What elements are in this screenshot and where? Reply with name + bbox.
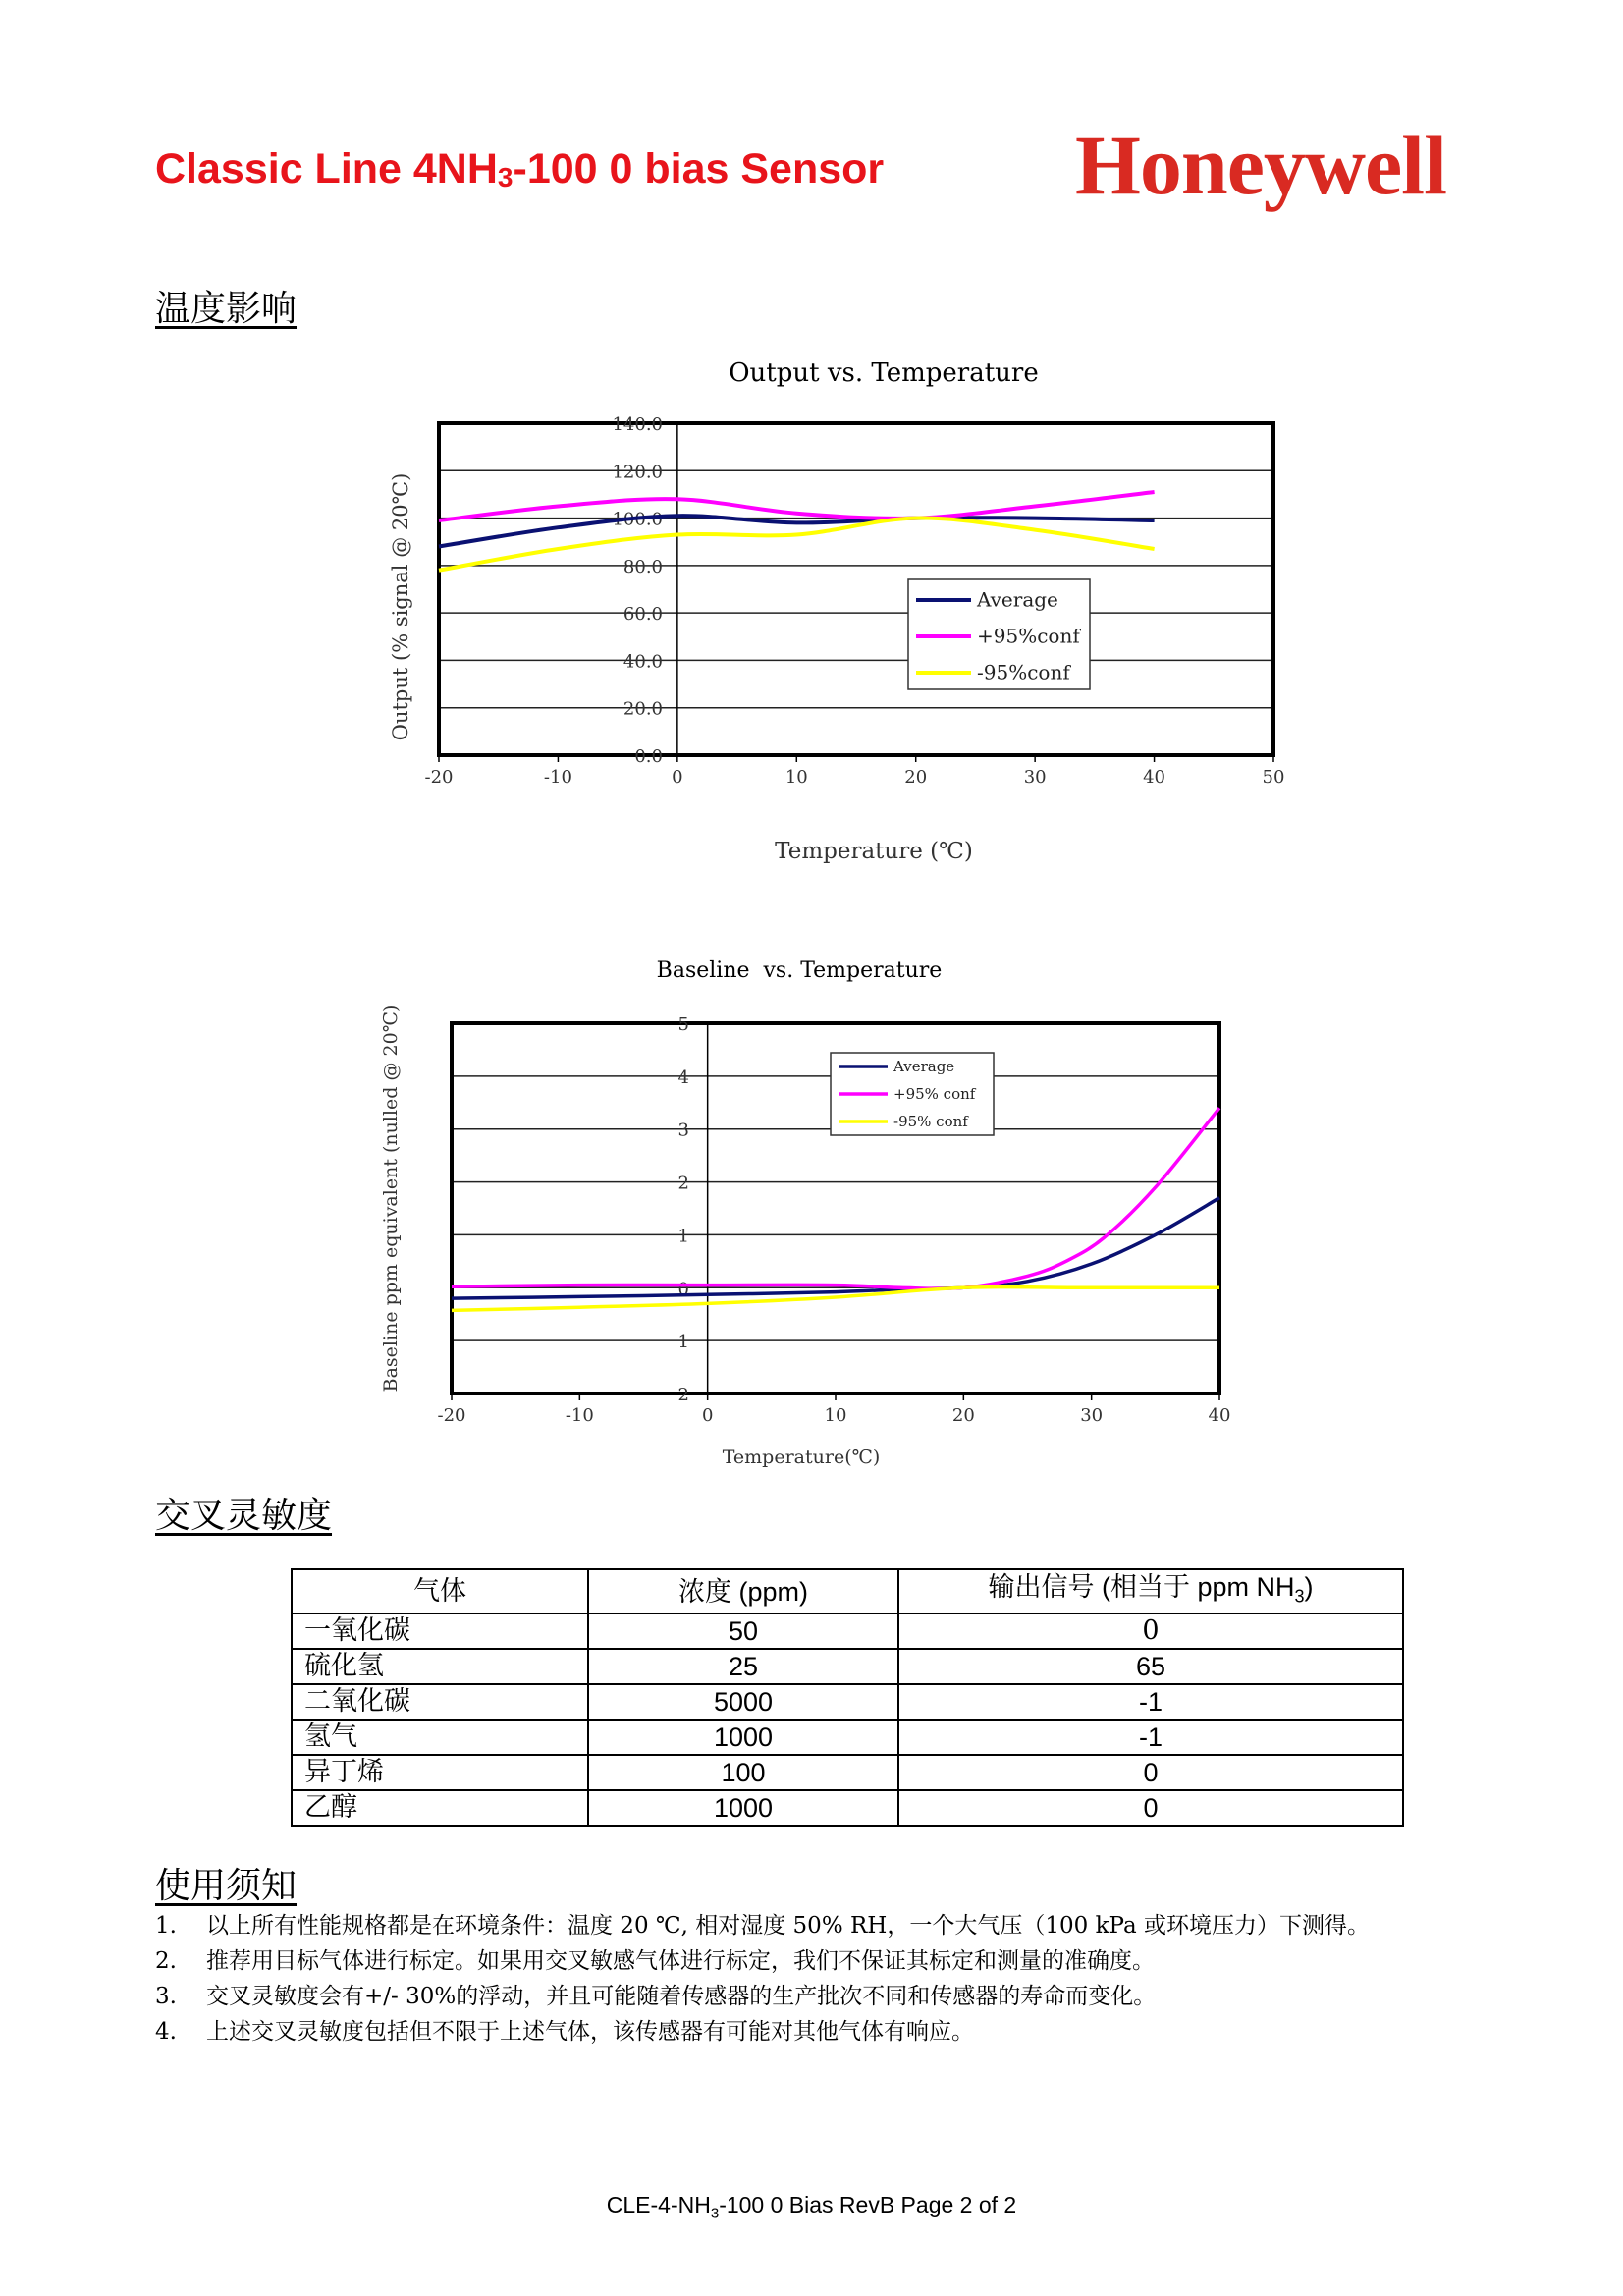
x-tick-label: 30 [1023, 767, 1047, 788]
y-tick-label: 2 [677, 1385, 689, 1405]
table-row [292, 1790, 1403, 1826]
y-tick-label: 2 [677, 1173, 689, 1194]
x-tick-label: 10 [824, 1405, 847, 1426]
series-line-1 [452, 1198, 1219, 1298]
table-header-row [292, 1569, 1403, 1613]
table-cell-gas: 异丁烯 [292, 1755, 588, 1790]
table-cell-gas: 二氧化碳 [292, 1684, 588, 1720]
legend-label: +95%conf [977, 624, 1080, 648]
chart1-title: Output vs. Temperature [729, 358, 1039, 388]
x-tick-label: -20 [437, 1405, 466, 1426]
y-tick-label: 3 [677, 1120, 689, 1141]
y-tick-label: 1 [677, 1226, 689, 1247]
series-line-2 [439, 492, 1155, 520]
chart2-y-axis-label: Baseline ppm equivalent (nulled @ 20℃) [380, 1004, 402, 1393]
note-text: 以上所有性能规格都是在环境条件：温度 20 ℃, 相对湿度 50% RH，一个大气压（100 kPa 或环境压力）下测得。 [206, 1913, 1370, 1939]
x-tick-label: -10 [543, 767, 572, 788]
y-tick-label: 20.0 [622, 698, 663, 720]
y-tick-label: 4 [677, 1066, 689, 1088]
y-tick-label: 40.0 [622, 651, 663, 673]
x-tick-label: 40 [1208, 1405, 1231, 1426]
x-tick-label: 40 [1143, 767, 1166, 788]
note-number: 2. [155, 1948, 177, 1974]
table-row [292, 1649, 1403, 1684]
x-tick-label: 30 [1080, 1405, 1104, 1426]
section-heading-cross-sensitivity: 交叉灵敏度 [155, 1496, 333, 1536]
y-tick-label: 0.0 [634, 746, 663, 767]
x-tick-label: -20 [424, 767, 454, 788]
y-tick-label: 100.0 [612, 509, 663, 530]
table-cell-output: 65 [898, 1649, 1403, 1684]
x-tick-label: 10 [784, 767, 808, 788]
x-tick-label: 0 [672, 767, 683, 788]
note-number: 4. [155, 2019, 177, 2045]
legend-label: Average [977, 587, 1058, 612]
y-tick-label: 140.0 [612, 414, 663, 435]
note-text: 上述交叉灵敏度包括但不限于上述气体，该传感器有可能对其他气体有响应。 [206, 2019, 974, 2045]
table-cell-output: -1 [898, 1684, 1403, 1720]
table-cell-output: 0 [898, 1755, 1403, 1790]
table-row [292, 1720, 1403, 1755]
legend-label: +95% conf [893, 1085, 976, 1103]
chart2-x-axis-label: Temperature(℃) [722, 1447, 881, 1468]
chart1-x-axis-label: Temperature (℃) [775, 839, 973, 864]
table-cell-concentration: 5000 [588, 1684, 898, 1720]
x-tick-label: 20 [904, 767, 928, 788]
table-row [292, 1755, 1403, 1790]
output-vs-temperature-chart [363, 352, 1296, 872]
note-number: 1. [155, 1913, 177, 1939]
page-footer: CLE-$4-NH_3-100$ 0 Bias RevB Page 2 of 2 [606, 2192, 1017, 2222]
table-header-gas: 气体 [292, 1569, 588, 1613]
table-row [292, 1684, 1403, 1720]
honeywell-logo: Honeywell [1075, 118, 1446, 212]
table-cell-gas: 一氧化碳 [292, 1613, 588, 1649]
table-cell-gas: 硫化氢 [292, 1649, 588, 1684]
legend-label: -95% conf [893, 1113, 968, 1130]
table-cell-concentration: 1000 [588, 1790, 898, 1826]
x-tick-label: 50 [1262, 767, 1285, 788]
x-tick-label: -10 [565, 1405, 594, 1426]
y-tick-label: 1 [677, 1332, 689, 1353]
y-tick-label: 5 [677, 1014, 689, 1035]
x-tick-label: 0 [701, 1405, 714, 1426]
section-heading-notes: 使用须知 [155, 1866, 298, 1906]
table-cell-output: -1 [898, 1720, 1403, 1755]
y-tick-label: 80.0 [622, 556, 663, 577]
y-tick-label: 120.0 [612, 462, 663, 483]
note-number: 3. [155, 1984, 177, 2009]
section-heading-temperature: 温度影响 [155, 289, 298, 329]
table-cell-concentration: 50 [588, 1613, 898, 1649]
legend-label: Average [893, 1058, 955, 1075]
table-header-output: 输出信号 (相当于 ppm $NH_3$) [898, 1569, 1403, 1613]
cross-sensitivity-table [291, 1568, 1404, 1827]
table-cell-concentration: 100 [588, 1755, 898, 1790]
table-cell-concentration: 25 [588, 1649, 898, 1684]
note-text: 推荐用目标气体进行标定。如果用交叉敏感气体进行标定，我们不保证其标定和测量的准确度。 [206, 1948, 1155, 1974]
baseline-vs-temperature-chart [363, 948, 1247, 1478]
table-cell-concentration: 1000 [588, 1720, 898, 1755]
table-cell-gas: 氢气 [292, 1720, 588, 1755]
document-title: Classic Line $4NH_3-100$ 0 bias Sensor [155, 145, 885, 192]
note-text: 交叉灵敏度会有+/- 30%的浮动，并且可能随着传感器的生产批次不同和传感器的寿命而变化。 [206, 1984, 1157, 2009]
legend-label: -95%conf [977, 660, 1070, 684]
table-cell-gas: 乙醇 [292, 1790, 588, 1826]
table-cell-output: 0 [898, 1613, 1403, 1649]
series-line-3 [439, 519, 1155, 571]
plot-border [439, 423, 1273, 755]
chart1-y-axis-label: Output (% signal @ 20℃) [389, 472, 412, 741]
table-cell-output: 0 [898, 1790, 1403, 1826]
table-row [292, 1613, 1403, 1649]
y-tick-label: 60.0 [622, 604, 663, 626]
table-header-concentration: 浓度 (ppm) [588, 1569, 898, 1613]
x-tick-label: 20 [951, 1405, 975, 1426]
y-tick-label: 0 [677, 1279, 689, 1300]
chart2-title: Baseline vs. Temperature [656, 958, 943, 983]
